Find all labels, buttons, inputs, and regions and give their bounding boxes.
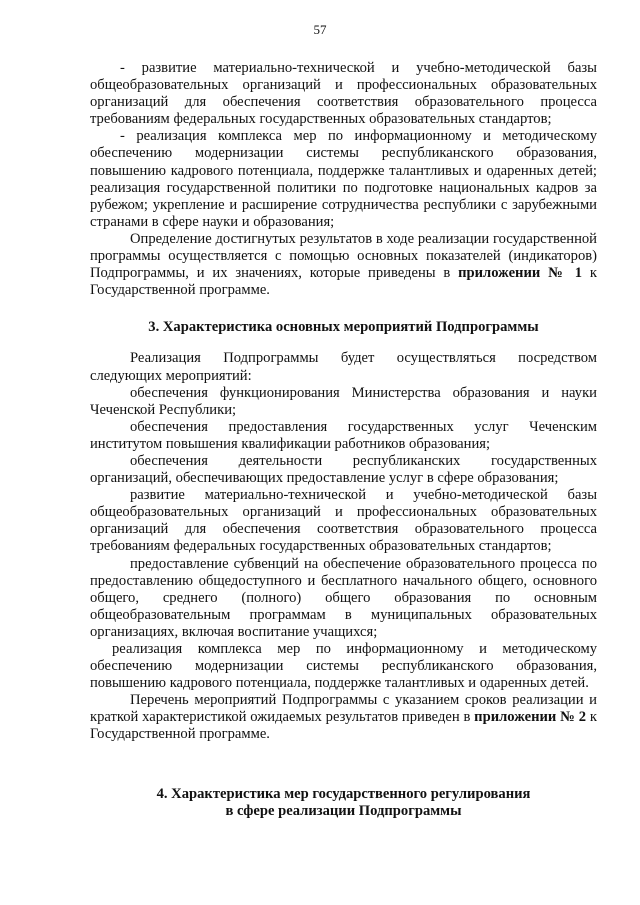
section-3-intro: Реализация Подпрограммы будет осуществляться посредством следующих мероприятий: xyxy=(90,350,597,384)
section-3-item-material-base: развитие материально-технической и учебно-методической базы общеобразовательных организаций и профессиональных образовательных организаций для обеспечения соответствия образовательного процесса требованиям федеральных государственных образовательных стандартов; xyxy=(90,487,597,555)
section-4-heading xyxy=(90,786,597,820)
section-3-item-institute: обеспечения предоставления государственных услуг Чеченским институтом повышения квалификации работников образования; xyxy=(90,418,597,452)
paragraph-results xyxy=(90,231,597,299)
section-4-heading-line2: в сфере реализации Подпрограммы xyxy=(225,802,462,819)
appendix-2-reference: приложении № 2 xyxy=(474,709,587,726)
section-3-item-subventions: предоставление субвенций на обеспечение образовательного процесса по предоставлению общедоступного и бесплатного начального общего, основного общего, среднего (полного) общего образования по основным общеобразовательным программам в муниципальных образовательных организациях, включая воспитание учащихся; xyxy=(90,555,597,640)
section-3-item-ministry: обеспечения функционирования Министерства образования и науки Чеченской Республики; xyxy=(90,384,597,418)
section-3-item-organizations: обеспечения деятельности республиканских государственных организаций, обеспечивающих предоставление услуг в сфере образования; xyxy=(90,452,597,487)
section-3-list-paragraph xyxy=(90,692,597,743)
section-3-item-measures: реализация комплекса мер по информационному и методическому обеспечению модернизации системы республиканского образования, повышению кадрового потенциала, поддержке талантливых и одаренных детей. xyxy=(90,641,597,692)
results-tail: к Государственной программе. xyxy=(90,265,597,299)
document-body xyxy=(90,60,597,820)
appendix-1-reference: приложении № 1 xyxy=(458,265,583,282)
list-paragraph-tail: к Государственной программе. xyxy=(90,709,597,743)
results-text: Определение достигнутых результатов в ходе реализации государственной программы осуществляется с помощью основных показателей (индикаторов) Подпрограммы, и их значениях, которые приведены в xyxy=(90,230,597,282)
section-4-heading-line1: 4. Характеристика мер государственного регулирования xyxy=(156,785,531,802)
list-paragraph-text: Перечень мероприятий Подпрограммы с указанием сроков реализации и краткой характеристикой ожидаемых результатов приведен в xyxy=(90,692,597,726)
paragraph-measures-complex: - реализация комплекса мер по информационному и методическому обеспечению модернизации системы республиканского образования, повышению кадрового потенциала, поддержке талантливых и одаренных детей; реализация государственной политики по подготовке национальных кадров за рубежом; укрепление и расширение сотрудничества республики с зарубежными странами в сфере науки и образования; xyxy=(90,128,597,230)
paragraph-material-base: - развитие материально-технической и учебно-методической базы общеобразовательных организаций и профессиональных образовательных организаций для обеспечения соответствия образовательного процесса требованиям федеральных государственных образовательных стандартов; xyxy=(90,60,597,128)
page-number: 57 xyxy=(313,22,327,37)
section-3-heading: 3. Характеристика основных мероприятий Подпрограммы xyxy=(148,319,539,336)
